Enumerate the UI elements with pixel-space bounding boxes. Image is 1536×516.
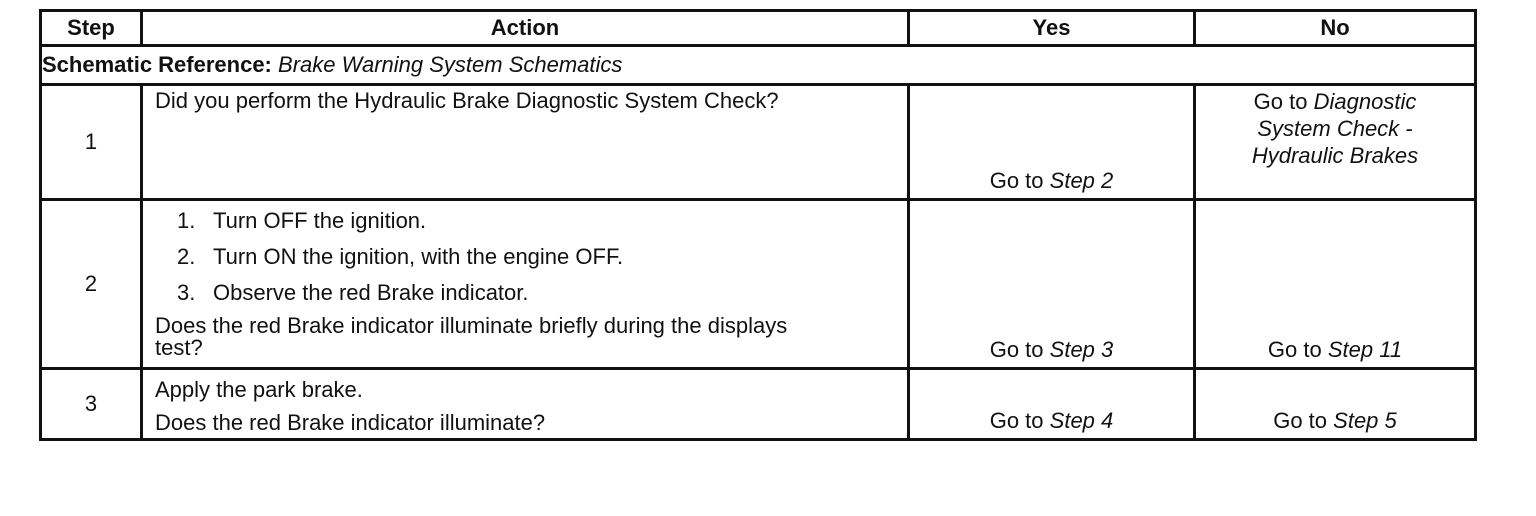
list-item-number: 1. xyxy=(177,208,196,233)
list-item-number: 2. xyxy=(177,244,196,269)
schematic-reference-row xyxy=(41,46,1476,85)
header-yes: Yes xyxy=(909,11,1195,46)
no-answer[interactable] xyxy=(1196,408,1474,438)
list-item-number: 3. xyxy=(177,280,196,305)
no-link-line-1[interactable]: Diagnostic xyxy=(1313,89,1417,114)
action-question: Did you perform the Hydraulic Brake Diagnostic System Check? xyxy=(155,88,779,113)
list-item-text: Turn OFF the ignition. xyxy=(213,208,427,233)
step-number: 1 xyxy=(41,85,142,200)
no-link-line-2[interactable]: System Check - xyxy=(1257,116,1413,141)
yes-cell[interactable] xyxy=(909,369,1195,440)
no-cell[interactable] xyxy=(1195,200,1476,369)
yes-prefix: Go to xyxy=(989,337,1044,362)
yes-answer[interactable] xyxy=(910,337,1193,367)
yes-cell[interactable] xyxy=(909,85,1195,200)
list-item-text: Observe the red Brake indicator. xyxy=(213,280,529,305)
table-row xyxy=(41,85,1476,200)
table-row xyxy=(41,200,1476,369)
yes-prefix: Go to xyxy=(989,408,1044,433)
schematic-reference-link[interactable]: Brake Warning System Schematics xyxy=(278,52,623,77)
yes-prefix: Go to xyxy=(989,168,1044,193)
step-number: 3 xyxy=(41,369,142,440)
diagnostic-table xyxy=(39,9,1477,441)
list-item xyxy=(177,241,907,277)
no-prefix: Go to xyxy=(1273,408,1328,433)
action-question: Does the red Brake indicator illuminate briefly during the displays test? xyxy=(155,313,788,360)
no-prefix: Go to xyxy=(1267,337,1322,362)
yes-step-link[interactable]: Step 2 xyxy=(1049,168,1114,193)
schematic-reference xyxy=(41,46,1476,85)
header-action: Action xyxy=(142,11,909,46)
action-cell xyxy=(142,200,909,369)
action-question: Does the red Brake indicator illuminate? xyxy=(155,410,546,435)
action-cell xyxy=(142,85,909,200)
procedure-list xyxy=(155,205,907,313)
header-step: Step xyxy=(41,11,142,46)
step-number: 2 xyxy=(41,200,142,369)
yes-answer[interactable] xyxy=(910,168,1193,198)
no-answer[interactable] xyxy=(1196,86,1474,169)
no-answer[interactable] xyxy=(1196,337,1474,367)
yes-step-link[interactable]: Step 3 xyxy=(1049,337,1114,362)
no-cell[interactable] xyxy=(1195,85,1476,200)
header-row xyxy=(41,11,1476,46)
header-no: No xyxy=(1195,11,1476,46)
no-link-line-3[interactable]: Hydraulic Brakes xyxy=(1251,143,1419,168)
yes-answer[interactable] xyxy=(910,408,1193,438)
list-item-text: Turn ON the ignition, with the engine OFF. xyxy=(213,244,624,269)
yes-cell[interactable] xyxy=(909,200,1195,369)
no-step-link[interactable]: Step 11 xyxy=(1327,337,1403,362)
list-item xyxy=(177,277,907,313)
table-row xyxy=(41,369,1476,440)
action-cell xyxy=(142,369,909,440)
schematic-reference-label: Schematic Reference: xyxy=(42,52,272,77)
no-prefix: Go to xyxy=(1253,89,1308,114)
list-item xyxy=(177,205,907,241)
no-step-link[interactable]: Step 5 xyxy=(1333,408,1397,433)
no-cell[interactable] xyxy=(1195,369,1476,440)
yes-step-link[interactable]: Step 4 xyxy=(1049,408,1114,433)
action-instruction: Apply the park brake. xyxy=(155,377,363,402)
